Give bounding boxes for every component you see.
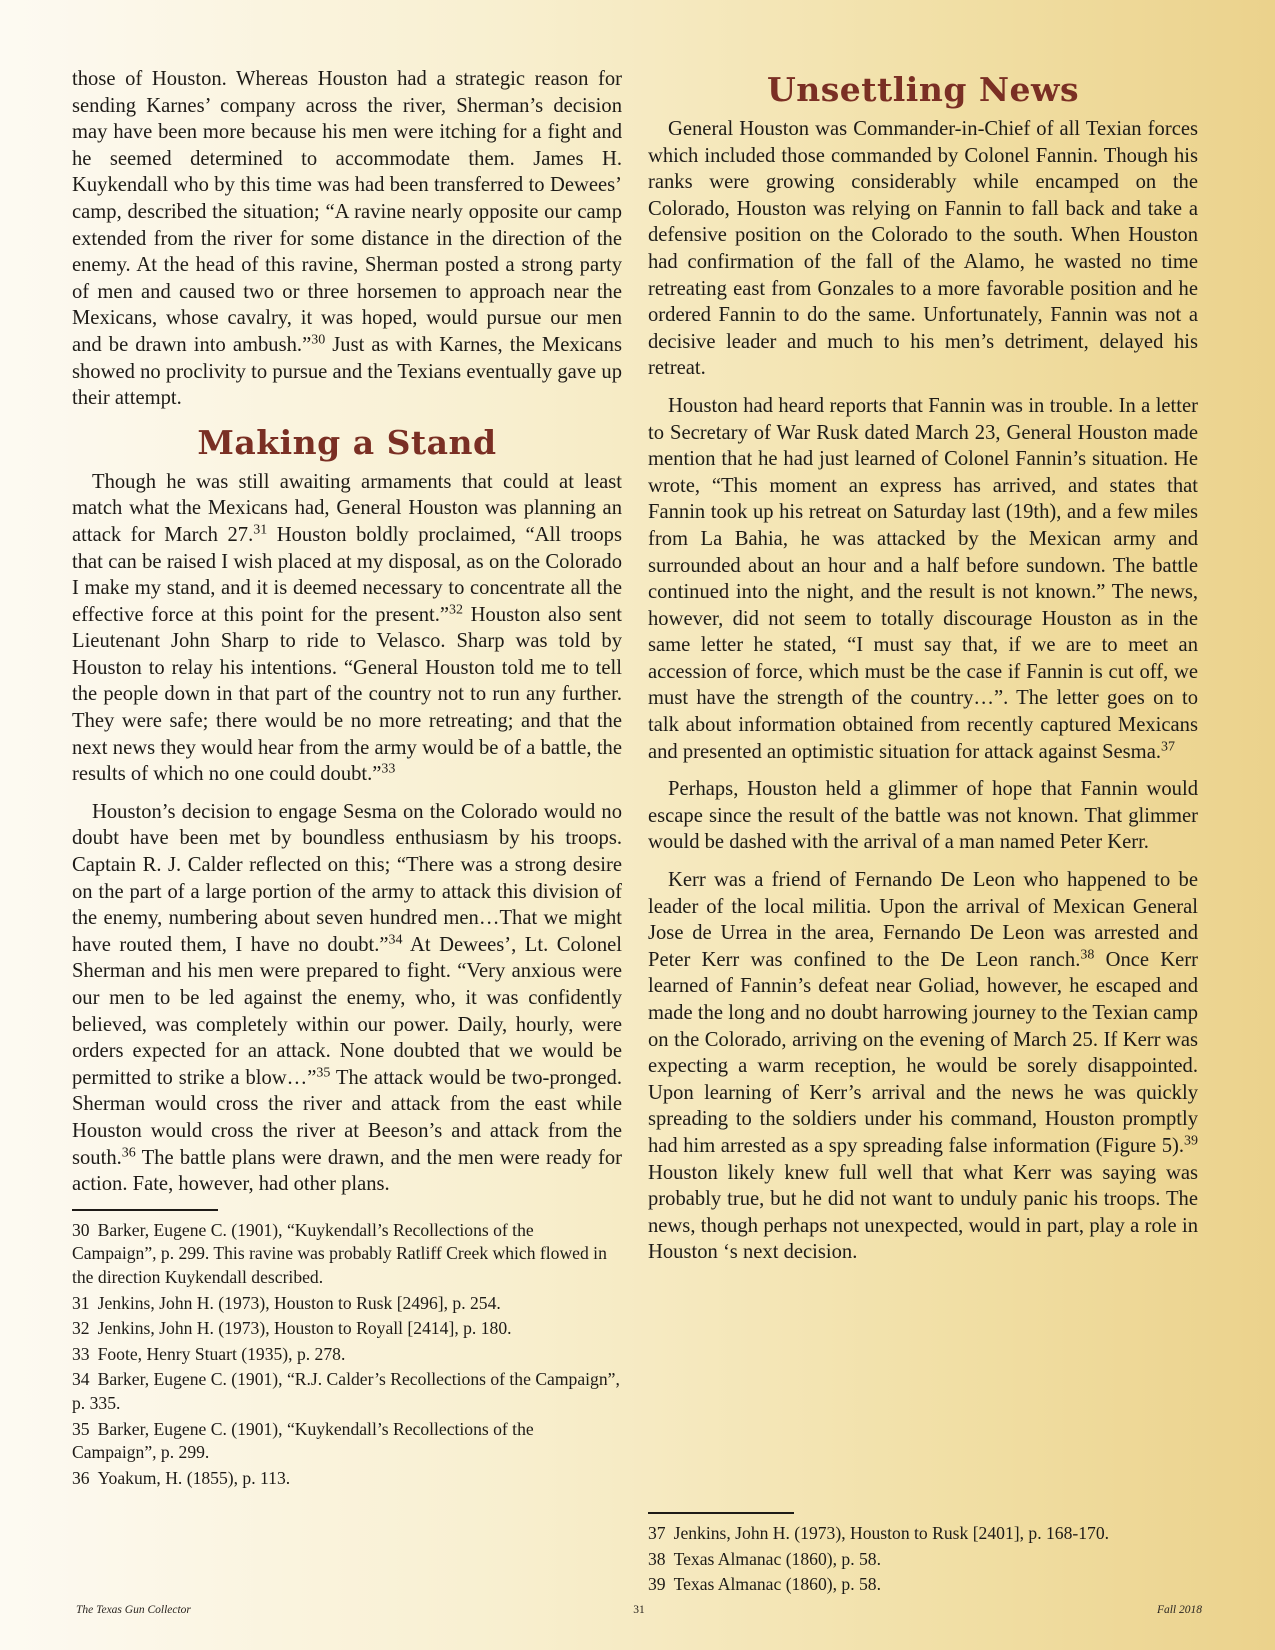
footnote: 34 Barker, Eugene C. (1901), “R.J. Calder’s Recollections of the Campaign”, p. 335. [72,1369,620,1413]
footnote: 39 Texas Almanac (1860), p. 58. [648,1574,881,1595]
footnote-divider [72,1209,218,1211]
footnote-ref[interactable]: 34 [388,932,403,948]
footnote: 30 Barker, Eugene C. (1901), “Kuykendall’s Recollections of the Campaign”, p. 299. This ravine was probably Ratliff Creek which flowed in the direction Kuykendall described. [72,1219,607,1287]
footnotes-right [648,1506,1198,1599]
footnote-ref[interactable]: 33 [381,761,396,777]
footnotes-left [72,1219,622,1491]
body-paragraph: Perhaps, Houston held a glimmer of hope that Fannin would escape since the result of the battle was not known. That glimmer would be dashed with the arrival of a man named Peter Kerr. [648,778,1198,854]
body-paragraph: Houston’s decision to engage Sesma on the Colorado would no doubt have been met by boundless enthusiasm by his troops. Captain R. J. Calder reflected on this; “There was a strong desire on the part of a large portion of the army to attack this division of the enemy, numbering about seven hundred men…That we might have routed them, I have no doubt.”$^{34}$ At Dewees’, Lt. Colonel Sherman and his men were prepared to fight. “Very anxious were our men to be led against the enemy, who, it was confidently believed, was completely within our power. Daily, hourly, were orders expected for an attack. None doubted that we would be permitted to strike a blow…”$^{35}$ The attack would be two-pronged. Sherman would cross the river and attack from the east while Houston would cross the river at Beeson’s and attack from the south.$^{36}$ The battle plans were drawn, and the men were ready for action. Fate, however, had other plans. [72,800,623,1196]
publication-name: The Texas Gun Collector [76,1604,191,1616]
footnote-ref[interactable]: 32 [449,602,464,617]
footnote: 31 Jenkins, John H. (1973), Houston to Rusk [2496], p. 254. [72,1292,501,1313]
body-paragraph: those of Houston. Whereas Houston had a strategic reason for sending Karnes’ company across the river, Sherman’s decision may have been more because his men were itching for a fight and he seemed determined to accommodate them. James H. Kuykendall who by this time was had been transferred to Dewees’ camp, described the situation; “A ravine nearly opposite our camp extended from the river for some distance in the direction of the enemy. At the head of this ravine, Sherman posted a strong party of men and caused two or three horsemen to approach near the Mexicans, whose cavalry, it was hoped, would pursue our men and be drawn into ambush.”$^{30}$ Just as with Karnes, the Mexicans showed no proclivity to pursue and the Texians eventually gave up their attempt. [72,68,622,410]
section-heading-making-a-stand: Making a Stand [197,422,497,462]
footnote-ref[interactable]: 30 [311,332,326,348]
footnote: 37 Jenkins, John H. (1973), Houston to Rusk [2401], p. 168-170. [648,1523,1110,1543]
left-column [72,66,622,1492]
body-paragraph: General Houston was Commander-in-Chief of all Texian forces which included those commanded by Colonel Fannin. Though his ranks were growing considerably while encamped on the Colorado, Houston was relying on Fannin to fall back and take a defensive position on the Colorado to the south. When Houston had confirmation of the fall of the Alamo, he wasted no time retreating east from Gonzales to a more favorable position and he ordered Fannin to do the same. Unfortunately, Fannin was not a decisive leader and much to his men’s detriment, delayed his retreat. [648,118,1198,380]
body-paragraph: Houston had heard reports that Fannin was in trouble. In a letter to Secretary of War Rusk dated March 23, General Houston made mention that he had just learned of Colonel Fannin’s situation. He wrote, “This moment an express has arrived, and states that Fannin took up his retreat on Saturday last (19th), and a few miles from La Bahia, he was attacked by the Mexican army and surrounded about an hour and a half before sundown. The battle continued into the night, and the result is not known.” The news, however, did not seem to totally discourage Houston as in the same letter he stated, “I must say that, if we are to meet an accession of force, which must be the case if Fannin is cut off, we must have the strength of the country…”. The letter goes on to talk about information obtained from recently captured Mexicans and presented an optimistic situation for attack against Sesma.$^{37}$ [648,394,1198,763]
footnote-ref[interactable]: 38 [1080,947,1095,963]
footnote: 38 Texas Almanac (1860), p. 58. [648,1548,881,1569]
section-heading-unsettling-news: Unsettling News [766,70,1080,109]
footnote: 32 Jenkins, John H. (1973), Houston to Royall [2414], p. 180. [72,1318,512,1339]
footnote-ref[interactable]: 37 [1161,738,1175,754]
footnote-ref[interactable]: 31 [253,522,268,538]
issue-date: Fall 2018 [1156,1604,1202,1616]
footnote: 36 Yoakum, H. (1855), p. 113. [72,1467,291,1488]
footnote-ref[interactable]: 35 [316,1065,331,1081]
footnote: 33 Foote, Henry Stuart (1935), p. 278. [72,1343,346,1364]
footnote-ref[interactable]: 36 [121,1144,136,1160]
right-column [648,66,1198,1277]
page-number: 31 [633,1604,645,1616]
footnote: 35 Barker, Eugene C. (1901), “Kuykendall’s Recollections of the Campaign”, p. 299. [72,1418,534,1463]
body-paragraph: Kerr was a friend of Fernando De Leon who happened to be leader of the local militia. Upon the arrival of Mexican General Jose de Urrea in the area, Fernando De Leon was arrested and Peter Kerr was confined to the De Leon ranch.$^{38}$ Once Kerr learned of Fannin’s defeat near Goliad, however, he escaped and made the long and no doubt harrowing journey to the Texian camp on the Colorado, arriving on the evening of March 25. If Kerr was expecting a warm reception, he would be sorely disappointed. Upon learning of Kerr’s arrival and the news he was quickly spreading to the soldiers under his command, Houston promptly had him arrested as a spy spreading false information (Figure 5).$^{39}$ Houston likely knew full well that what Kerr was saying was probably true, but he did not want to unduly panic his troops. The news, though perhaps not unexpected, would in part, play a role in Houston ‘s next decision. [648,869,1198,1264]
footnote-divider [648,1512,794,1514]
footnote-ref[interactable]: 39 [1184,1133,1198,1149]
body-paragraph: Though he was still awaiting armaments that could at least match what the Mexicans had, General Houston was planning an attack for March 27.31 Houston boldly proclaimed, “All troops that can be raised I wish placed at my disposal, as on the Colorado I make my stand, and it is deemed necessary to concentrate all the effective force at this point for the present.”$^{32}$ Houston also sent Lieutenant John Sharp to ride to Velasco. Sharp was told by Houston to relay his intentions. “General Houston told me to tell the people down in that part of the country not to run any further. They were safe; there would be no more retreating; and that the next news they would hear from the army would be of a battle, the results of which no one could doubt.”$^{33}$ [72,470,622,786]
